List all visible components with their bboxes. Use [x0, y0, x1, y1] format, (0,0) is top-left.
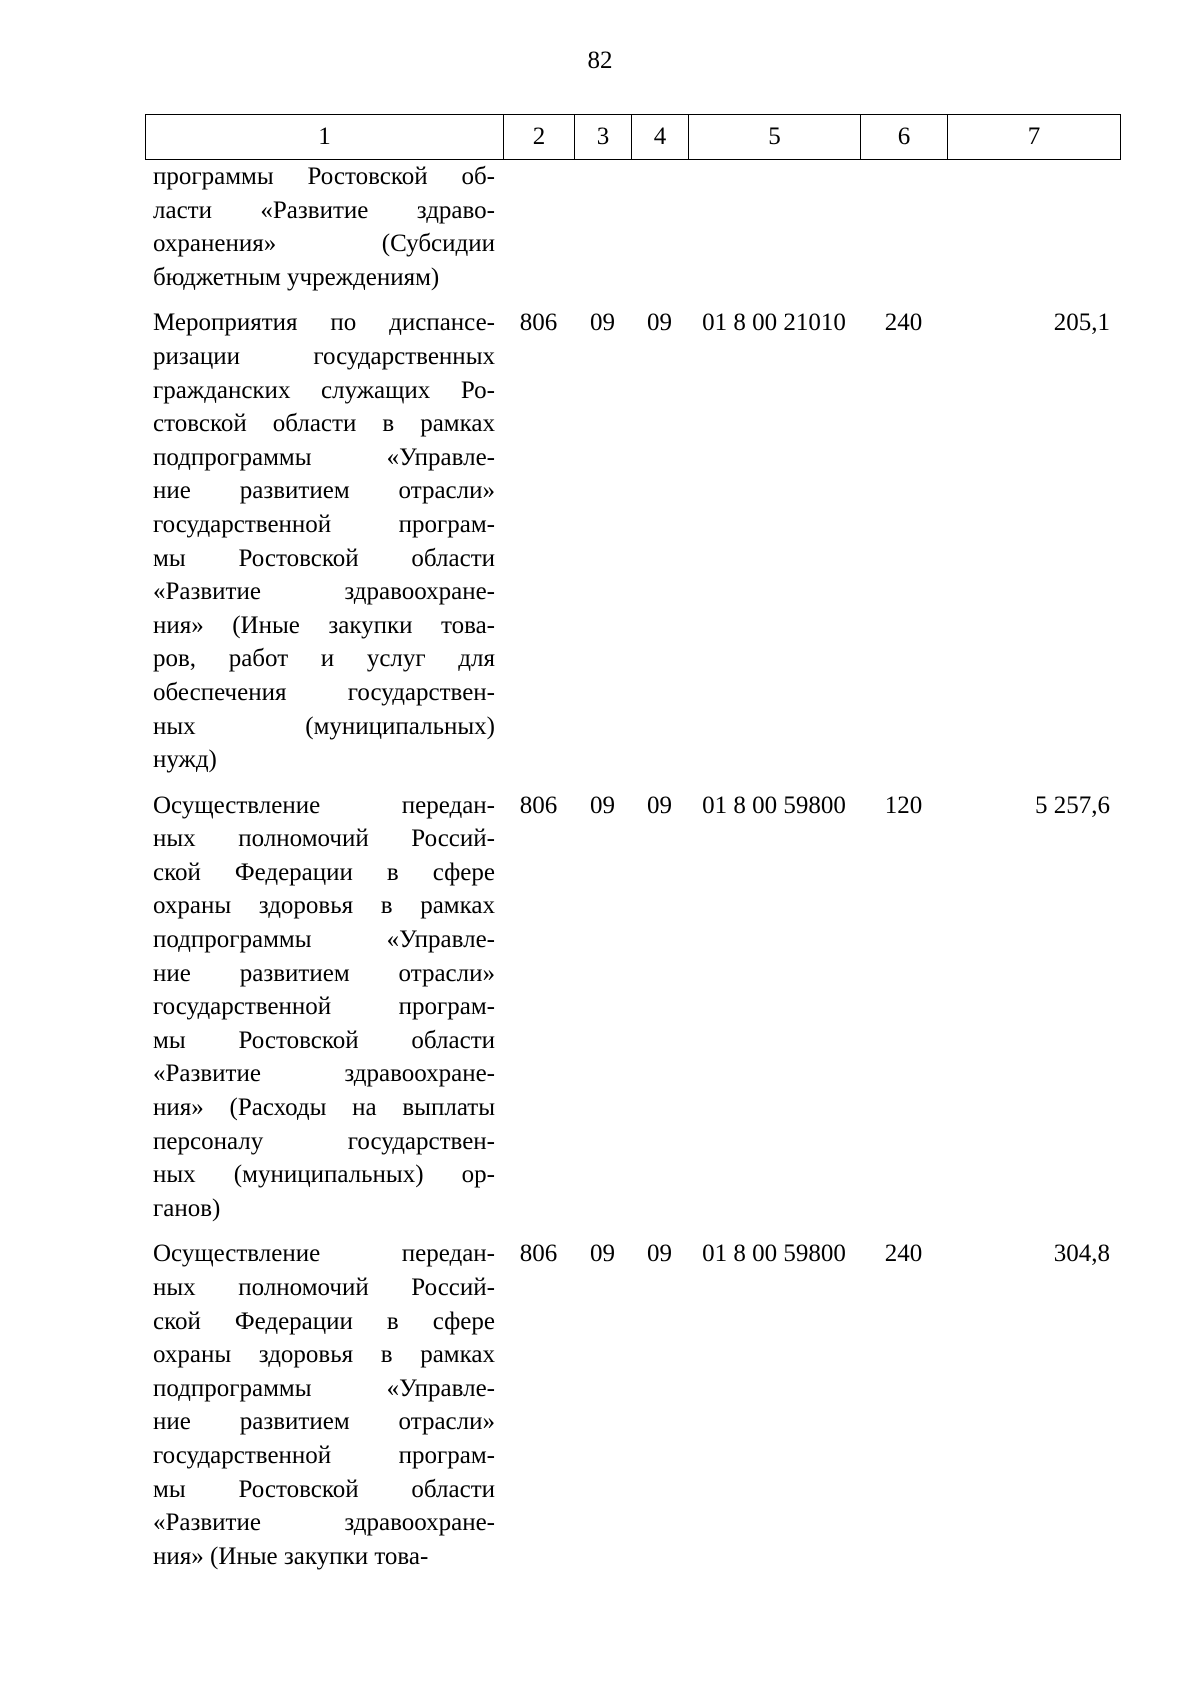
header-col-2: 2: [504, 115, 575, 160]
row-code-ministry: 806: [519, 1240, 558, 1268]
row-code-expense-type: 120: [884, 791, 923, 819]
description-line: Осуществление передан-: [153, 1240, 495, 1268]
page-number: 82: [587, 47, 613, 74]
description-line: бюджетным учреждениям): [153, 263, 440, 291]
row-code-expense-type: 240: [884, 309, 923, 337]
description-line: Осуществление передан-: [153, 791, 495, 819]
row-code-subsection: 09: [647, 791, 672, 819]
description-line: ние развитием отрасли»: [153, 477, 495, 505]
description-line: государственной програм-: [153, 1441, 495, 1469]
row-description: [145, 1237, 503, 1573]
row-code-section: [574, 160, 631, 294]
description-line: ния» (Иные закупки това-: [153, 611, 495, 639]
header-col-3: 3: [575, 115, 632, 160]
description-line: ние развитием отрасли»: [153, 1408, 495, 1436]
header-col-6: 6: [861, 115, 948, 160]
description-line: государственной програм-: [153, 993, 495, 1021]
header-col-1: 1: [146, 115, 504, 160]
header-row: [146, 115, 1121, 160]
row-code-section: 09: [590, 791, 615, 819]
table-row: [145, 306, 1120, 776]
row-amount: 304,8: [1053, 1240, 1110, 1268]
description-line: мы Ростовской области: [153, 544, 495, 572]
description-line: обеспечения государствен-: [153, 678, 495, 706]
description-line: ние развитием отрасли»: [153, 959, 495, 987]
description-line: нужд): [153, 746, 217, 774]
row-amount: 205,1: [1053, 309, 1110, 337]
row-description: [145, 306, 503, 776]
row-gap: [145, 294, 1120, 306]
row-code-ministry: 806: [519, 791, 558, 819]
description-line: ных (муниципальных): [153, 712, 495, 740]
description-line: ных полномочий Россий-: [153, 825, 495, 853]
table-body: [145, 160, 1120, 1573]
row-code-ministry: 806: [519, 309, 558, 337]
row-gap: [145, 1225, 1120, 1237]
description-line: ния» (Иные закупки това-: [153, 1542, 429, 1570]
row-code-target: 01 8 00 21010: [702, 309, 846, 337]
row-gap: [145, 777, 1120, 789]
description-line: стовской области в рамках: [153, 410, 495, 438]
header-col-7: 7: [948, 115, 1121, 160]
row-code-section: 09: [590, 1240, 615, 1268]
row-description: [145, 789, 503, 1226]
description-line: «Развитие здравоохране-: [153, 1509, 495, 1537]
description-line: охраны здоровья в рамках: [153, 892, 495, 920]
description-line: ров, работ и услуг для: [153, 645, 495, 673]
row-code-subsection: [631, 160, 688, 294]
row-amount: [947, 160, 1120, 294]
row-code-target: 01 8 00 59800: [702, 1240, 846, 1268]
table-header: [145, 114, 1121, 160]
description-line: охраны здоровья в рамках: [153, 1341, 495, 1369]
description-line: гражданских служащих Ро-: [153, 376, 495, 404]
row-code-target: 01 8 00 59800: [702, 791, 846, 819]
description-line: ласти «Развитие здраво-: [153, 196, 495, 224]
description-line: государственной програм-: [153, 510, 495, 538]
description-line: ния» (Расходы на выплаты: [153, 1094, 495, 1122]
description-line: ных полномочий Россий-: [153, 1274, 495, 1301]
table-row: [145, 1237, 1120, 1573]
description-line: мы Ростовской области: [153, 1475, 495, 1503]
description-line: «Развитие здравоохране-: [153, 1060, 495, 1088]
table-row: [145, 789, 1120, 1226]
description-line: ных (муниципальных) ор-: [153, 1161, 495, 1189]
description-line: программы Ростовской об-: [153, 163, 495, 190]
description-line: ризации государственных: [153, 342, 495, 370]
description-line: персоналу государствен-: [153, 1127, 495, 1155]
description-line: Мероприятия по диспансе-: [153, 309, 495, 337]
header-col-5: 5: [689, 115, 861, 160]
description-line: ской Федерации в сфере: [153, 1307, 495, 1335]
row-code-subsection: 09: [647, 1240, 672, 1268]
table-row: [145, 160, 1120, 294]
row-code-ministry: [503, 160, 574, 294]
description-line: ской Федерации в сфере: [153, 858, 495, 886]
description-line: ганов): [153, 1194, 221, 1222]
description-line: «Развитие здравоохране-: [153, 578, 495, 606]
description-line: подпрограммы «Управле-: [153, 443, 495, 471]
row-code-target: [688, 160, 860, 294]
description-line: мы Ростовской области: [153, 1026, 495, 1054]
header-col-4: 4: [632, 115, 689, 160]
description-line: подпрограммы «Управле-: [153, 1374, 495, 1402]
row-code-section: 09: [590, 309, 615, 337]
row-code-expense-type: [860, 160, 947, 294]
description-line: подпрограммы «Управле-: [153, 926, 495, 954]
row-code-subsection: 09: [647, 309, 672, 337]
row-code-expense-type: 240: [884, 1240, 923, 1268]
description-line: охранения» (Субсидии: [153, 230, 495, 258]
row-description: [145, 160, 503, 294]
row-amount: 5 257,6: [1035, 791, 1110, 819]
